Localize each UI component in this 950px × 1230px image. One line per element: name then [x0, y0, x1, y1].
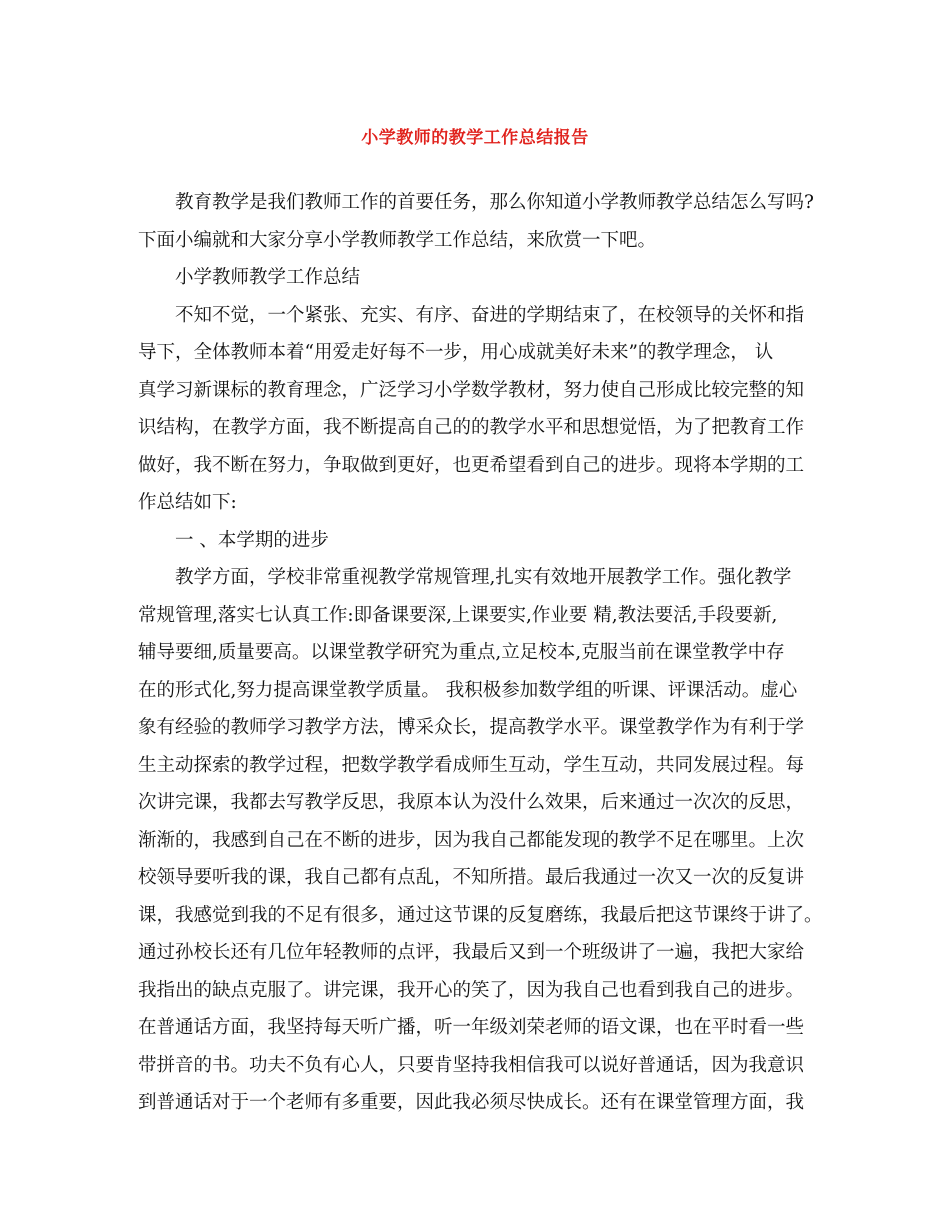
body-line: 课，我感觉到我的不足有很多，通过这节课的反复磨练，我最后把这节课终于讲了。 — [138, 904, 823, 926]
body-line: 渐渐的，我感到自己在不断的进步，因为我自己都能发现的教学不足在哪里。上次 — [138, 829, 805, 851]
body-line: 在普通话方面，我坚持每天听广播，听一年级刘荣老师的语文课，也在平时看一些 — [138, 1017, 805, 1038]
body-line: 做好，我不断在努力，争取做到更好，也更希望看到自己的进步。现将本学期的工 — [138, 454, 805, 476]
body-line: 辅导要细,质量要高。以课堂教学研究为重点,立足校本,克服当前在课堂教学中存 — [138, 642, 785, 663]
body-line: 象有经验的教师学习教学方法，博采众长，提高教学水平。课堂教学作为有利于学 — [138, 717, 805, 738]
body-line: 我指出的缺点克服了。讲完课，我开心的笑了，因为我自己也看到我自己的进步。 — [138, 979, 805, 1001]
body-line: 作总结如下: — [138, 492, 237, 513]
body-line: 带拼音的书。功夫不负有心人，只要肯坚持我相信我可以说好普通话，因为我意识 — [138, 1054, 805, 1076]
body-line: 常规管理,落实七认真工作:即备课要深,上课要实,作业要 精,教法要活,手段要新, — [138, 604, 778, 626]
body-line: 到普通话对于一个老师有多重要，因此我必须尽快成长。还有在课堂管理方面，我 — [138, 1092, 805, 1113]
body-line: 校领导要听我的课，我自己都有点乱，不知所措。最后我通过一次又一次的反复讲 — [138, 867, 805, 888]
body-line: 小学教师教学工作总结 — [175, 267, 361, 288]
body-line: 通过孙校长还有几位年轻教师的点评，我最后又到一个班级讲了一遍，我把大家给 — [138, 942, 805, 963]
document-body — [138, 184, 828, 1122]
body-line: 教育教学是我们教师工作的首要任务，那么你知道小学教师教学总结怎么写吗? — [175, 192, 814, 213]
body-line: 下面小编就和大家分享小学教师教学工作总结，来欣赏一下吧。 — [138, 229, 657, 251]
body-line: 一 、本学期的进步 — [175, 529, 329, 551]
body-line: 在的形式化,努力提高课堂教学质量。 我积极参加数学组的听课、评课活动。虚心 — [138, 679, 798, 701]
body-line: 次讲完课，我都去写教学反思，我原本认为没什么效果，后来通过一次次的反思， — [138, 792, 805, 813]
body-line: 导下，全体教师本着“用爱走好每不一步，用心成就美好未来”的教学理念， 认 — [138, 342, 774, 363]
body-line: 教学方面，学校非常重视教学常规管理,扎实有效地开展教学工作。强化教学 — [175, 567, 792, 588]
body-line: 识结构，在教学方面，我不断提高自己的的教学水平和思想觉悟，为了把教育工作 — [138, 417, 805, 438]
body-line: 真学习新课标的教育理念，广泛学习小学数学教材，努力使自己形成比较完整的知 — [138, 379, 805, 401]
body-line: 不知不觉，一个紧张、充实、有序、奋进的学期结束了，在校领导的关怀和指 — [175, 304, 805, 326]
body-line: 生主动探索的教学过程，把数学教学看成师生互动，学生互动，共同发展过程。每 — [138, 754, 805, 776]
document-title: 小学教师的教学工作总结报告 — [361, 128, 589, 148]
